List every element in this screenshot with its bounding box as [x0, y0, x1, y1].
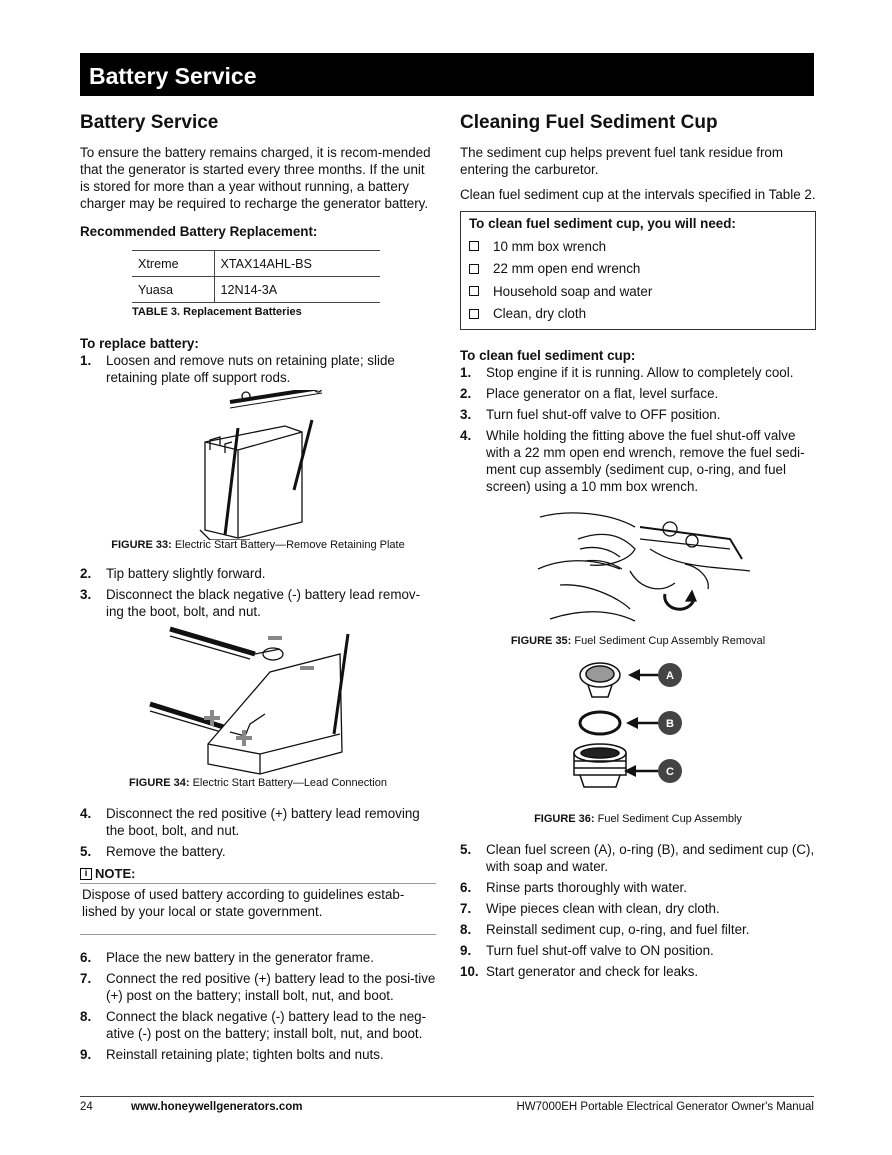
- step-number: 1.: [460, 365, 472, 380]
- step-text: Place the new battery in the generator frame.: [106, 950, 374, 965]
- step-number: 2.: [80, 566, 92, 581]
- step-number: 6.: [460, 880, 472, 895]
- list-item: [460, 841, 816, 875]
- step-text: Connect the black negative (-) battery lead to the neg-ative (-) post on the battery; install bolt, nut, and boot.: [106, 1009, 427, 1041]
- figure-label: FIGURE 35:: [510, 635, 572, 647]
- list-item: [80, 565, 436, 582]
- tools-needed-title: To clean fuel sediment cup, you will need:: [469, 216, 736, 231]
- sediment-intro: The sediment cup helps prevent fuel tank residue from entering the carburetor.: [460, 145, 784, 177]
- cleaning-sediment-cup-heading: Cleaning Fuel Sediment Cup: [460, 112, 718, 133]
- tool-item: Household soap and water: [493, 283, 653, 299]
- step-text: Turn fuel shut-off valve to ON position.: [486, 943, 714, 958]
- step-number: 1.: [80, 353, 92, 368]
- manual-title: HW7000EH Portable Electrical Generator Owner's Manual: [516, 1101, 814, 1113]
- section-banner: Battery Service: [80, 53, 814, 96]
- list-item: [469, 258, 807, 281]
- list-item: [460, 942, 816, 959]
- list-item: [460, 385, 816, 402]
- checkbox-icon: [469, 309, 479, 319]
- battery-retaining-plate-illustration: [80, 390, 436, 540]
- step-text: While holding the fitting above the fuel shut-off valve with a 22 mm open end wrench, remove the fuel sedi-ment cup assembly (sediment cup, o-ring, and fuel screen) using a 10 mm box wrench.: [486, 428, 805, 494]
- battery-intro: To ensure the battery remains charged, it is recom-mended that the generator is started every three months. If the unit is stored for more than a year without running, a battery charger may be required to recharge the generator battery.: [80, 145, 431, 211]
- checkbox-icon: [469, 264, 479, 274]
- info-icon: i: [80, 868, 92, 880]
- step-text: Clean fuel screen (A), o-ring (B), and sediment cup (C), with soap and water.: [486, 842, 815, 874]
- list-item: [460, 427, 816, 495]
- step-number: 2.: [460, 386, 472, 401]
- clean-steps-b: [460, 841, 816, 980]
- figure-35: [460, 509, 816, 647]
- step-text: Rinse parts thoroughly with water.: [486, 880, 687, 895]
- list-item: [460, 963, 816, 980]
- clean-steps-a: [460, 364, 816, 495]
- list-item: [80, 970, 436, 1004]
- step-number: 8.: [80, 1009, 92, 1024]
- table-caption: TABLE 3. Replacement Batteries: [132, 306, 302, 318]
- battery-lead-connection-illustration: [80, 624, 436, 778]
- battery-model: 12N14-3A: [214, 277, 380, 303]
- list-item: [460, 364, 816, 381]
- list-item: [80, 1008, 436, 1042]
- note-label: NOTE:: [95, 866, 136, 881]
- step-text: Disconnect the black negative (-) battery lead remov-ing the boot, bolt, and nut.: [106, 587, 421, 619]
- recommended-replacement-heading: Recommended Battery Replacement:: [80, 224, 318, 239]
- figure-caption: Electric Start Battery—Remove Retaining Plate: [174, 539, 405, 551]
- step-number: 4.: [460, 428, 472, 443]
- step-text: Remove the battery.: [106, 844, 226, 859]
- step-number: 5.: [460, 842, 472, 857]
- note-box: [80, 866, 436, 935]
- step-text: Turn fuel shut-off valve to OFF position.: [486, 407, 721, 422]
- checkbox-icon: [469, 286, 479, 296]
- replace-steps-d: [80, 949, 436, 1063]
- list-item: [460, 900, 816, 917]
- step-text: Place generator on a flat, level surface.: [486, 386, 719, 401]
- tools-needed-box: [460, 211, 816, 330]
- replace-battery-heading: To replace battery:: [80, 336, 199, 351]
- step-number: 8.: [460, 922, 472, 937]
- table-row: [132, 251, 380, 277]
- replace-steps-b: [80, 565, 436, 620]
- list-item: [80, 352, 436, 386]
- sediment-interval: Clean fuel sediment cup at the intervals specified in Table 2.: [460, 187, 816, 202]
- tool-item: 10 mm box wrench: [493, 238, 607, 254]
- replace-steps-c: [80, 805, 436, 860]
- figure-33: [80, 390, 436, 551]
- list-item: [460, 921, 816, 938]
- list-item: [80, 1046, 436, 1063]
- step-number: 6.: [80, 950, 92, 965]
- figure-caption: Electric Start Battery—Lead Connection: [192, 777, 387, 789]
- battery-brand: Xtreme: [132, 251, 214, 277]
- list-item: [80, 843, 436, 860]
- list-item: [80, 949, 436, 966]
- step-text: Tip battery slightly forward.: [106, 566, 266, 581]
- figure-label: FIGURE 34:: [128, 777, 190, 789]
- callout-a: A: [666, 670, 674, 682]
- step-text: Wipe pieces clean with clean, dry cloth.: [486, 901, 720, 916]
- step-text: Loosen and remove nuts on retaining plate; slide retaining plate off support rods.: [106, 353, 395, 385]
- step-number: 3.: [80, 587, 92, 602]
- list-item: [469, 235, 807, 258]
- tool-item: Clean, dry cloth: [493, 306, 587, 322]
- replace-steps-a: [80, 352, 436, 386]
- list-item: [469, 303, 807, 326]
- figure-36: [460, 657, 816, 825]
- clean-sediment-heading: To clean fuel sediment cup:: [460, 348, 636, 363]
- checkbox-icon: [469, 241, 479, 251]
- left-column: [80, 112, 436, 1067]
- step-text: Connect the red positive (+) battery lead to the posi-tive (+) post on the battery; install bolt, nut, and boot.: [106, 971, 436, 1003]
- step-number: 5.: [80, 844, 92, 859]
- battery-model: XTAX14AHL-BS: [214, 251, 380, 277]
- callout-b: B: [666, 718, 674, 730]
- tool-item: 22 mm open end wrench: [493, 261, 641, 277]
- website-link[interactable]: www.honeywellgenerators.com: [131, 1101, 303, 1113]
- callout-c: C: [666, 766, 674, 778]
- figure-caption: Fuel Sediment Cup Assembly: [597, 813, 742, 825]
- replacement-batteries-table: [132, 250, 380, 303]
- figure-caption: Fuel Sediment Cup Assembly Removal: [574, 635, 766, 647]
- battery-service-heading: Battery Service: [80, 112, 219, 133]
- list-item: [460, 406, 816, 423]
- sediment-cup-removal-illustration: [460, 509, 816, 627]
- note-text: Dispose of used battery according to guidelines estab-lished by your local or state government.: [80, 884, 436, 935]
- page-number: 24: [80, 1101, 93, 1113]
- step-number: 3.: [460, 407, 472, 422]
- step-number: 10.: [460, 964, 479, 979]
- figure-label: FIGURE 36:: [534, 813, 595, 825]
- step-text: Reinstall retaining plate; tighten bolts and nuts.: [106, 1047, 384, 1062]
- list-item: [80, 586, 436, 620]
- battery-brand: Yuasa: [132, 277, 214, 303]
- figure-label: FIGURE 33:: [111, 539, 172, 551]
- step-number: 9.: [460, 943, 472, 958]
- step-number: 4.: [80, 806, 92, 821]
- step-text: Stop engine if it is running. Allow to completely cool.: [486, 365, 794, 380]
- step-number: 7.: [460, 901, 472, 916]
- footer-divider: [80, 1096, 814, 1097]
- right-column: [460, 112, 816, 984]
- figure-34: [80, 624, 436, 789]
- step-text: Reinstall sediment cup, o-ring, and fuel filter.: [486, 922, 750, 937]
- list-item: [80, 805, 436, 839]
- step-text: Disconnect the red positive (+) battery lead removing the boot, bolt, and nut.: [106, 806, 420, 838]
- sediment-cup-assembly-illustration: [460, 657, 816, 807]
- step-number: 7.: [80, 971, 92, 986]
- list-item: [460, 879, 816, 896]
- table-row: [132, 277, 380, 303]
- step-text: Start generator and check for leaks.: [486, 964, 699, 979]
- list-item: [469, 280, 807, 303]
- step-number: 9.: [80, 1047, 92, 1062]
